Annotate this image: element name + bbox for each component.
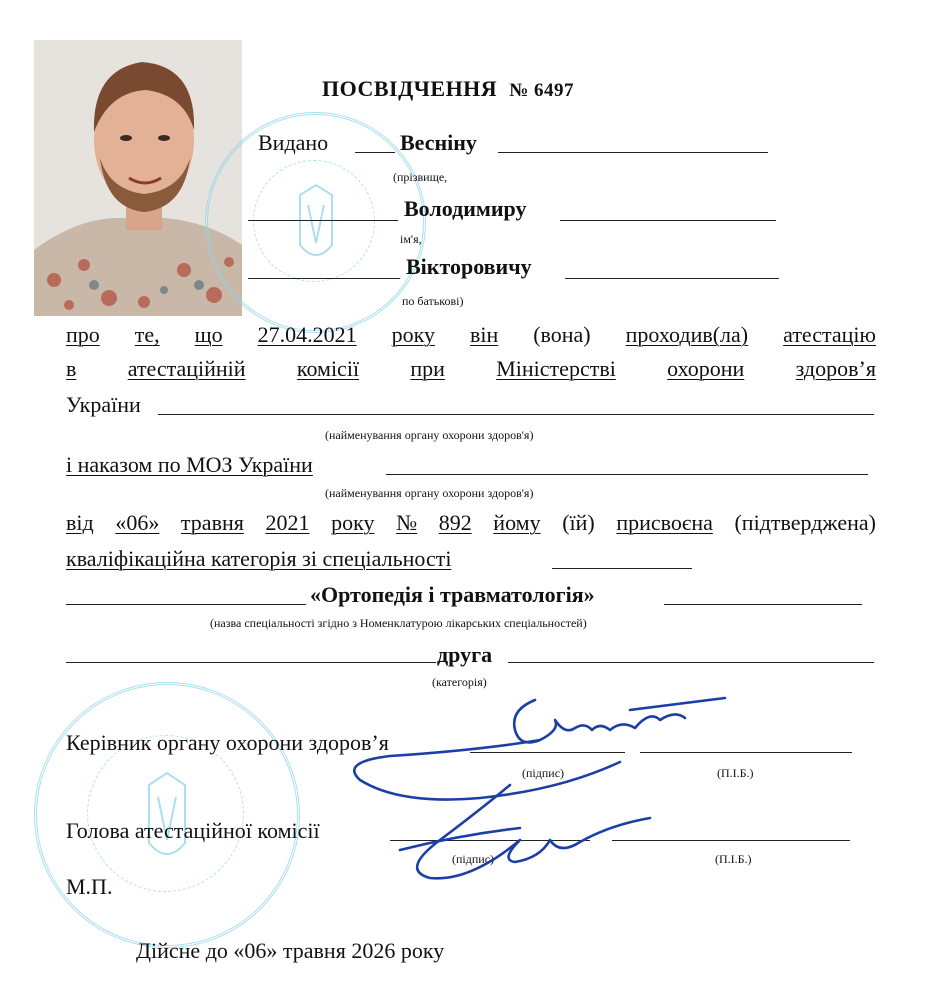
category-specialty-line: кваліфікаційна категорія зі спеціальності	[66, 546, 452, 571]
commission-label: Голова атестаційної комісії	[66, 818, 320, 843]
name-caption-2: (П.І.Б.)	[715, 852, 752, 866]
order-text: і наказом по МОЗ України	[66, 452, 313, 477]
signature-caption-1: (підпис)	[522, 766, 565, 780]
certificate-number: № 6497	[509, 80, 575, 101]
specialty-caption: (назва спеціальності згідно з Номенклатурою лікарських спеціальностей)	[210, 616, 587, 630]
org-caption-1: (найменування органу охорони здоров'я)	[325, 428, 534, 442]
valid-until: Дійсне до «06» травня 2026 року	[136, 938, 445, 963]
name-value: Володимиру	[404, 196, 527, 221]
surname-value: Весніну	[400, 130, 477, 155]
category-caption: (категорія)	[432, 675, 487, 689]
category-value: друга	[437, 642, 493, 667]
issued-label: Видано	[258, 130, 329, 155]
name-caption: ім'я,	[400, 232, 422, 246]
surname-caption: (прізвище,	[393, 170, 448, 184]
seal-label: М.П.	[66, 874, 113, 899]
patronymic-value: Вікторовичу	[406, 254, 532, 279]
org-caption-2: (найменування органу охорони здоров'я)	[325, 486, 534, 500]
patronymic-caption: по батькові)	[402, 294, 464, 308]
signature-commission	[380, 780, 680, 900]
attestation-line-2: в атестаційній комісії при Міністерстві охорони здоров’я	[66, 356, 876, 381]
specialty-value: «Ортопедія і травматологія»	[310, 582, 595, 607]
name-caption-1: (П.І.Б.)	[717, 766, 754, 780]
attestation-line-1: про те, що 27.04.2021 року він (вона) проходив(ла) атестацію	[66, 322, 876, 347]
head-label: Керівник органу охорони здоров’я	[66, 730, 389, 755]
order-date-line: від «06» травня 2021 року № 892 йому (їй) присвоєна (підтверджена)	[66, 510, 876, 535]
signature-caption-2: (підпис)	[452, 852, 495, 866]
certificate-title: ПОСВІДЧЕННЯ № 6497	[322, 76, 575, 101]
official-stamp-bottom	[34, 682, 300, 948]
ukraine-text: України	[66, 392, 141, 417]
